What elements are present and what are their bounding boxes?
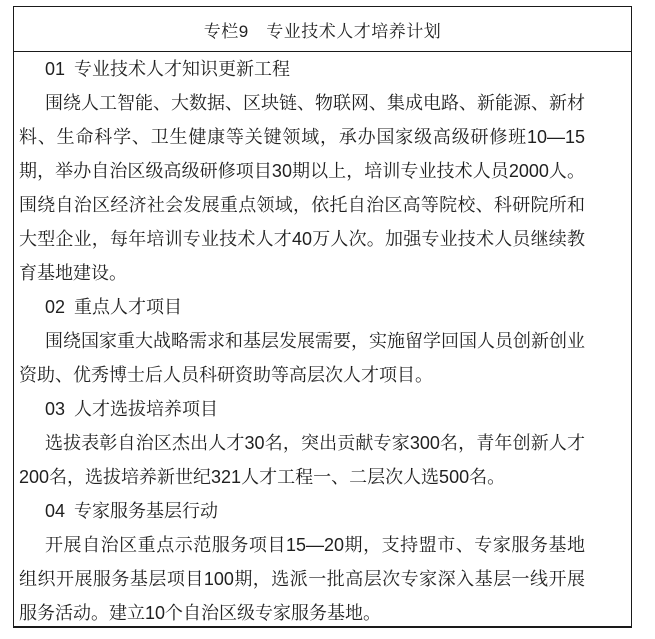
section-talent-selection: [19, 392, 585, 494]
section-knowledge-update: [19, 52, 585, 290]
section-key-talent-projects: [19, 290, 585, 392]
section-03-paragraph: 选拔表彰自治区杰出人才30名，突出贡献专家300名，青年创新人才200名，选拔培养新世纪321人才工程一、二层次人选500名。: [19, 433, 585, 487]
section-02-paragraph: 围绕国家重大战略需求和基层发展需要，实施留学回国人员创新创业资助、优秀博士后人员科研资助等高层次人才项目。: [19, 331, 585, 385]
panel-title: 专栏9 专业技术人才培养计划: [14, 7, 631, 52]
section-02-heading: 02 重点人才项目: [45, 297, 183, 317]
column-box: [13, 6, 632, 628]
section-04-heading: 04 专家服务基层行动: [45, 501, 219, 521]
panel-body: [14, 52, 631, 628]
section-03-heading: 03 人才选拔培养项目: [45, 399, 219, 419]
section-01-paragraph: 围绕人工智能、大数据、区块链、物联网、集成电路、新能源、新材料、生命科学、卫生健康等关键领域，承办国家级高级研修班10—15期，举办自治区级高级研修项目30期以上，培训专业技术人员2000人。围绕自治区经济社会发展重点领域，依托自治区高等院校、科研院所和大型企业，每年培训专业技术人才40万人次。加强专业技术人员继续教育基地建设。: [19, 93, 585, 283]
section-expert-grassroots-service: [19, 494, 585, 628]
section-01-heading: 01 专业技术人才知识更新工程: [45, 59, 291, 79]
section-04-paragraph: 开展自治区重点示范服务项目15—20期，支持盟市、专家服务基地组织开展服务基层项目100期，选派一批高层次专家深入基层一线开展服务活动。建立10个自治区级专家服务基地。: [19, 535, 585, 623]
